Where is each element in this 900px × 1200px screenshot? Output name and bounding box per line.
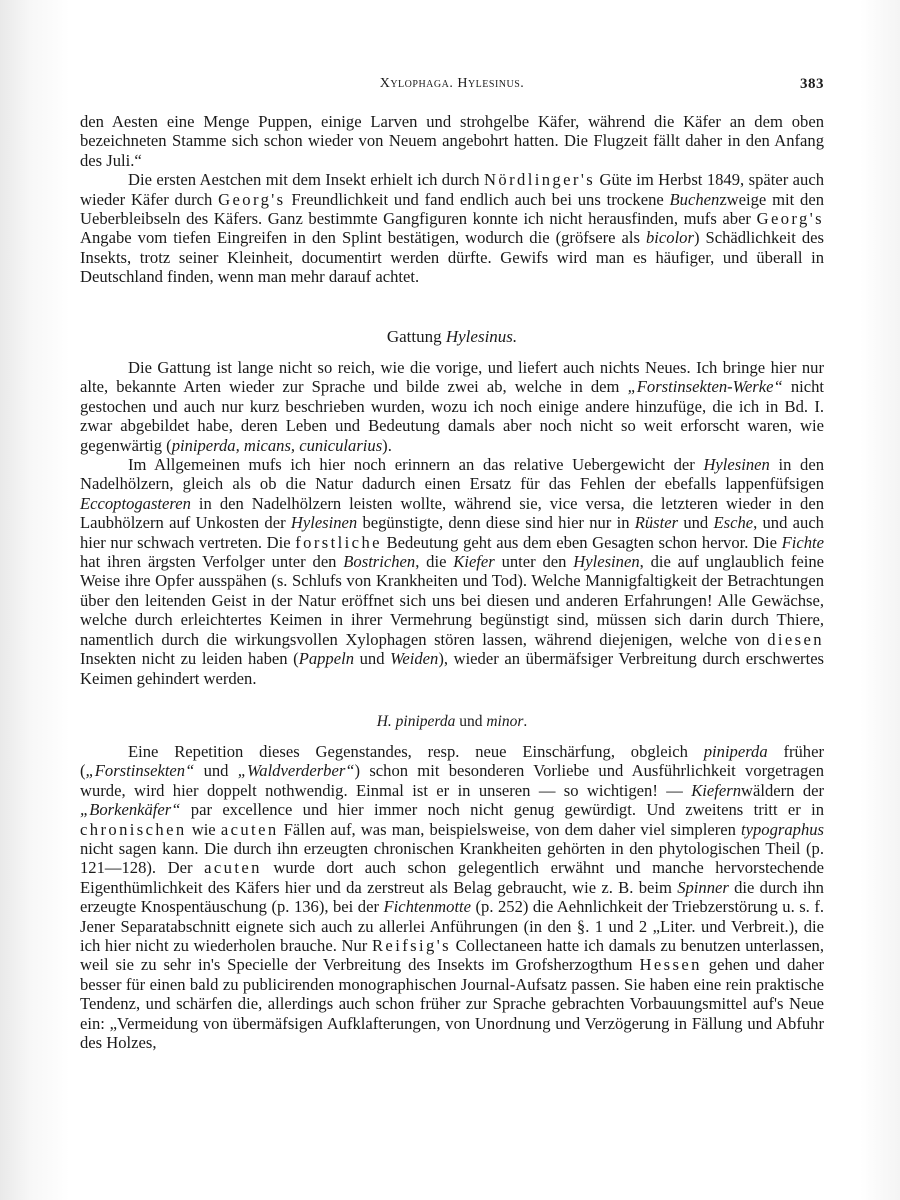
- text-run: früher (: [80, 742, 824, 781]
- page-number: 383: [800, 76, 824, 92]
- italic-term: Spinner: [677, 877, 729, 897]
- section-gattung-hylesinus: [80, 358, 824, 688]
- text-run: (p. 252) die Aehnlichkeit der Triebzerstörung u. s. f. Jener Separatabschnitt eignete sich auch zu allerlei Anführungen (in den §. 1 und 2 „Liter. und Verbreit.), die ich hier nicht zu wiederholen brauche. Nur: [80, 897, 824, 956]
- italic-term: Bostrichen: [343, 552, 416, 572]
- italic-term: piniperda: [703, 742, 768, 761]
- section-heading-species: [80, 713, 824, 731]
- paragraph: [80, 455, 824, 688]
- running-title: Xylophaga. Hylesinus.: [379, 76, 525, 91]
- text-run: nicht sagen kann. Die durch ihn erzeugten chronischen Krankheiten gehörten in den phytologischen Theil (p. 121—128). Der: [80, 839, 824, 878]
- spaced-emphasis: Hessen: [639, 955, 702, 975]
- paragraph-text: den Aesten eine Menge Puppen, einige Larven und strohgelbe Käfer, während die Käfer an dem oben bezeichneten Stamme sich schon wieder von Neuem angebohrt hatten. Die Flugzeit fällt daher in den Anfang des Juli.“: [80, 112, 824, 170]
- section-previous-species: [80, 112, 824, 287]
- heading-genus: Hylesinus.: [445, 327, 518, 346]
- text-run: par excellence und hier immer noch nicht genug gewürdigt. Und zweitens tritt er in: [180, 800, 824, 820]
- text-run: gehen und daher besser für einen bald zu publicirenden monographischen Journal-Aufsatz passen. Sie haben eine rein praktische Tendenz, und schärfen die, allerdings auch schon früher zur Sprache gebrachten Vorbauungsmittel auf's Neue ein: „Vermeidung von übermäfsigen Aufklafterungen, von Unordnung und Verzögerung in Fällung und Abfuhr des Holzes,: [80, 955, 825, 1053]
- text-run: Fällen auf, was man, beispielsweise, von dem daher viel simpleren: [278, 819, 742, 839]
- paragraph: [80, 112, 824, 170]
- italic-term: bicolor: [646, 228, 694, 248]
- heading-text: und: [455, 713, 487, 730]
- italic-term: Esche: [713, 513, 754, 533]
- spaced-emphasis: forstliche: [295, 532, 382, 552]
- italic-term: Kiefern: [691, 780, 741, 800]
- heading-species-name: minor: [486, 713, 524, 730]
- spaced-emphasis: diesen: [767, 629, 824, 649]
- italic-term: Weiden: [390, 649, 439, 669]
- italic-term: Kiefer: [453, 552, 495, 572]
- text-run: , und auch hier nur schwach vertreten. Die: [80, 513, 824, 552]
- author-name: Georg's: [756, 209, 824, 229]
- italic-term: Eccoptogasteren: [80, 493, 191, 513]
- text-run: ) Schädlichkeit des Insekts, trotz seiner Kleinheit, documentirt werden dürfte. Gewifs wird man es häufiger, und überall in Deutschland finden, wenn man mehr darauf achtet.: [80, 228, 824, 287]
- spaced-emphasis: acuten: [204, 858, 262, 878]
- italic-term: „Forstinsekten-Werke“: [627, 377, 783, 397]
- text-run: Bedeutung geht aus dem eben Gesagten schon hervor. Die: [381, 532, 782, 552]
- italic-term: „Waldverderber“: [237, 761, 355, 781]
- italic-term: Pappeln: [298, 649, 355, 669]
- text-run: Güte im Herbst 1849, später auch wieder Käfer durch: [80, 170, 824, 209]
- text-run: und: [678, 513, 714, 533]
- text-run: in den Nadelhölzern leisten wollte, während sie, vice versa, die letzteren wieder in den Laubhölzern auf Unkosten der: [80, 493, 824, 533]
- heading-text: .: [523, 713, 528, 730]
- paragraph: [80, 742, 824, 1053]
- text-run: Die Gattung ist lange nicht so reich, wie die vorige, und liefert auch nichts Neues. Ich bringe hier nur alte, bekannte Arten wieder zur Sprache und bilde zwei ab, welche in dem: [80, 358, 824, 397]
- text-run: ), wieder an übermäfsiger Verbreitung durch erschwertes Keimen gehindert werden.: [80, 649, 825, 688]
- italic-term: typographus: [741, 819, 824, 839]
- spaced-emphasis: acuten: [220, 819, 279, 839]
- author-name: Reifsig's: [371, 936, 451, 956]
- italic-term: Rüster: [634, 513, 679, 533]
- heading-species-name: H. piniperda: [376, 713, 456, 730]
- text-run: Eine Repetition dieses Gegenstandes, resp. neue Einschärfung, obgleich: [128, 742, 704, 761]
- italic-term: Buchen: [669, 189, 720, 209]
- author-name: Georg's: [218, 189, 286, 209]
- text-run: und: [194, 761, 238, 781]
- text-run: zweige mit den Ueberbleibseln des Käfers. Ganz bestimmte Gangfiguren konnte ich nicht herausfinden, mufs aber: [80, 189, 824, 229]
- italic-term: Hylesinen: [290, 513, 358, 533]
- text-run: in den Nadelhölzern, gleich als ob die Natur dadurch einen Ersatz für das Fehlen der ebefalls lappenfüfsigen: [80, 455, 824, 494]
- text-run: hat ihren ärgsten Verfolger unter den: [80, 552, 344, 572]
- text-run: , die: [415, 552, 454, 572]
- text-run: begünstigte, denn diese sind hier nur in: [357, 513, 635, 533]
- text-run: , die auf unglaublich feine Weise ihre Opfer ausspähen (s. Schlufs von Krankheiten und Tod). Welche Mannigfaltigkeit der Betrachtungen über den leitenden Geist in der Natur eröffnet sich uns bei diesen und anderen Erfahrungen! Alle Gewächse, welche durch erleichtertes Keimen in ihrer Vermehrung begünstigt sind, müssen sich darin durch Thiere, namentlich durch die wirkungsvollen Xylophagen stören lassen, während diejenigen, welche von: [80, 552, 825, 649]
- text-run: Angabe vom tiefen Eingreifen in den Splint bestätigen, wodurch die (gröfsere als: [80, 228, 646, 248]
- section-piniperda-minor: [80, 742, 824, 1053]
- italic-term: Hylesinen: [573, 552, 640, 572]
- text-run: die durch ihn erzeugte Knospentäuschung (p. 136), bei der: [80, 877, 824, 917]
- section-heading-gattung: [80, 327, 824, 347]
- text-run: ) schon mit besonderen Vorliebe und Ausführlichkeit vorgetragen wurde, wird hier doppelt nothwendig. Einmal ist er in unseren — so wichtigen! —: [80, 761, 824, 800]
- italic-term: Hylesinen: [703, 455, 770, 475]
- text-run: Freundlichkeit und fand endlich auch bei uns trockene: [285, 189, 670, 209]
- running-head: [80, 76, 824, 96]
- text-run: unter den: [494, 552, 574, 572]
- italic-term: Fichtenmotte: [383, 897, 472, 917]
- italic-term: piniperda, micans, cunicularius: [171, 435, 383, 455]
- text-run: und: [354, 649, 391, 669]
- text-run: Die ersten Aestchen mit dem Insekt erhielt ich durch: [128, 170, 485, 190]
- text-run: wie: [186, 819, 221, 839]
- text-run: Insekten nicht zu leiden haben (: [80, 649, 299, 669]
- text-run: nicht gestochen und auch nur kurz beschrieben wurden, wozu ich noch einige andere hinzufüge, die ich in Bd. I. zwar abgebildet habe, deren Leben und Bedeutung damals aber noch nicht so weit erforscht waren, wie gegenwärtig (: [80, 377, 825, 455]
- text-run: wäldern der: [741, 780, 825, 800]
- text-run: wurde dort auch schon gelegentlich erwähnt und manche hervorstechende Eigenthümlichkeit des Käfers hier und da zerstreut als Belag gebraucht, wie z. B. beim: [80, 858, 824, 897]
- text-run: Im Allgemeinen mufs ich hier noch erinnern an das relative Uebergewicht der: [128, 455, 704, 475]
- spaced-emphasis: chronischen: [80, 819, 187, 839]
- heading-text: Gattung: [386, 327, 446, 346]
- text-run: Collectaneen hatte ich damals zu benutzen unterlassen, weil sie zu sehr in's Specielle der Verbreitung des Insekts im Grofsherzogthum: [80, 936, 825, 975]
- paragraph: [80, 358, 824, 455]
- paragraph: [80, 170, 824, 286]
- italic-term: „Borkenkäfer“: [80, 800, 181, 820]
- italic-term: Fichte: [781, 532, 824, 552]
- italic-term: „Forstinsekten“: [85, 761, 195, 781]
- text-run: ).: [382, 435, 392, 455]
- author-name: Nördlinger's: [484, 170, 596, 190]
